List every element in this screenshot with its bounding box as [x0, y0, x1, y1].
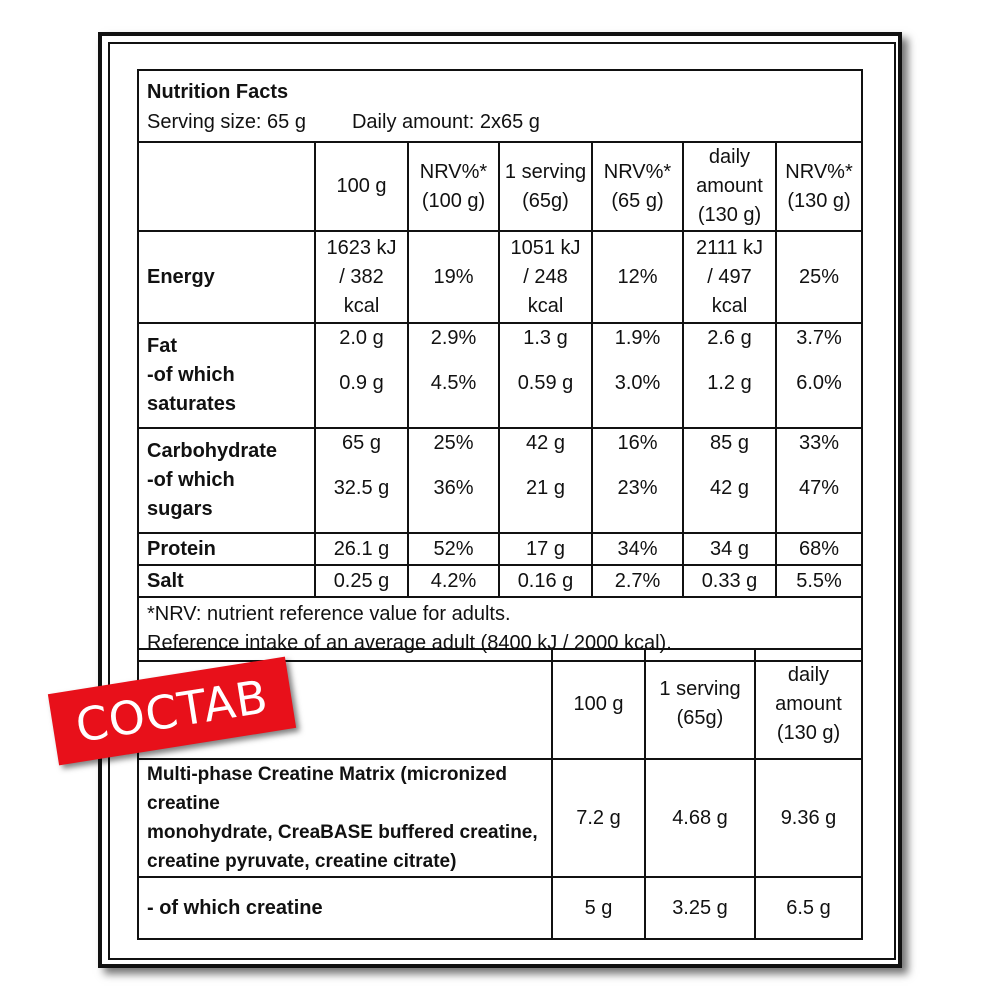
sugars-daily: 42 g: [710, 477, 749, 499]
creatine-of-which-label: - of which creatine: [138, 877, 552, 939]
creatine-of-which-100g: 5 g: [552, 877, 645, 939]
protein-nrv-serving: 34%: [592, 533, 683, 565]
coctab-stamp-text: COCTAB: [71, 669, 273, 753]
energy-label: Energy: [138, 231, 315, 323]
col-header-nrv-100g: NRV%* (100 g): [408, 142, 499, 231]
creatine-col-serving: 1 serving (65g): [645, 649, 755, 759]
col-header-daily: daily amount (130 g): [683, 142, 776, 231]
energy-daily: 2111 kJ / 497 kcal: [683, 231, 776, 323]
protein-row: [138, 533, 862, 565]
col-header-serving: 1 serving (65g): [499, 142, 592, 231]
carbohydrate-100g: 65 g: [342, 432, 381, 454]
sugars-nrv-serving: 23%: [617, 477, 658, 499]
salt-nrv-daily: 5.5%: [776, 565, 862, 597]
creatine-of-which-row: [138, 877, 862, 939]
salt-100g: 0.25 g: [315, 565, 408, 597]
energy-serving: 1051 kJ / 248 kcal: [499, 231, 592, 323]
sugars-100g: 32.5 g: [333, 477, 390, 499]
saturates-label-1: -of which: [147, 364, 235, 386]
carbohydrate-nrv-serving: 16%: [617, 432, 658, 454]
saturates-nrv-serving: 3.0%: [614, 372, 661, 394]
salt-nrv-100g: 4.2%: [408, 565, 499, 597]
fat-daily: 2.6 g: [707, 327, 752, 349]
creatine-col-100g: 100 g: [552, 649, 645, 759]
saturates-serving: 0.59 g: [517, 372, 574, 394]
protein-daily: 34 g: [683, 533, 776, 565]
protein-100g: 26.1 g: [315, 533, 408, 565]
protein-nrv-daily: 68%: [776, 533, 862, 565]
nutrition-header: [138, 70, 862, 142]
sugars-serving: 21 g: [526, 477, 565, 499]
fat-label: Fat: [147, 335, 177, 357]
saturates-label-2: saturates: [147, 393, 236, 415]
carbohydrate-nrv-100g: 25%: [433, 432, 474, 454]
fat-serving: 1.3 g: [523, 327, 568, 349]
creatine-matrix-label: Multi-phase Creatine Matrix (micronized creatine monohydrate, CreaBASE buffered creatine, creatine pyruvate, creatine citrate): [138, 759, 552, 877]
energy-nrv-serving: 12%: [592, 231, 683, 323]
protein-serving: 17 g: [499, 533, 592, 565]
creatine-of-which-daily: 6.5 g: [755, 877, 862, 939]
empty-header-cell: [138, 142, 315, 231]
fat-row: [138, 323, 862, 428]
nutrition-table: [137, 69, 863, 662]
saturates-100g: 0.9 g: [339, 372, 384, 394]
protein-label: Protein: [138, 533, 315, 565]
salt-nrv-serving: 2.7%: [592, 565, 683, 597]
protein-nrv-100g: 52%: [408, 533, 499, 565]
fat-nrv-daily: 3.7%: [796, 327, 842, 349]
energy-100g: 1623 kJ / 382 kcal: [315, 231, 408, 323]
energy-nrv-100g: 19%: [408, 231, 499, 323]
carbohydrate-serving: 42 g: [526, 432, 565, 454]
fat-nrv-100g: 2.9%: [430, 327, 477, 349]
energy-nrv-daily: 25%: [776, 231, 862, 323]
nutrition-title: Nutrition Facts: [147, 81, 289, 103]
saturates-nrv-daily: 6.0%: [796, 372, 842, 394]
saturates-daily: 1.2 g: [707, 372, 752, 394]
col-header-100g: 100 g: [315, 142, 408, 231]
creatine-matrix-serving: 4.68 g: [645, 759, 755, 877]
energy-row: [138, 231, 862, 323]
column-header-row: [138, 142, 862, 231]
reference-intake-footnote: Reference intake of an average adult (8400 kJ / 2000 kcal).: [147, 632, 672, 654]
creatine-matrix-daily: 9.36 g: [755, 759, 862, 877]
col-header-nrv-serving: NRV%* (65 g): [592, 142, 683, 231]
nrv-footnote: *NRV: nutrient reference value for adults.: [147, 603, 511, 625]
daily-amount: Daily amount: 2x65 g: [351, 111, 540, 133]
creatine-of-which-serving: 3.25 g: [645, 877, 755, 939]
sugars-label-2: sugars: [147, 498, 213, 520]
salt-label: Salt: [138, 565, 315, 597]
serving-size: Serving size: 65 g: [147, 111, 306, 133]
fat-nrv-serving: 1.9%: [614, 327, 661, 349]
creatine-matrix-100g: 7.2 g: [552, 759, 645, 877]
carbohydrate-label: Carbohydrate: [147, 440, 278, 462]
carbohydrate-row: [138, 428, 862, 533]
salt-daily: 0.33 g: [683, 565, 776, 597]
salt-serving: 0.16 g: [499, 565, 592, 597]
fat-100g: 2.0 g: [339, 327, 384, 349]
saturates-nrv-100g: 4.5%: [430, 372, 477, 394]
salt-row: [138, 565, 862, 597]
col-header-nrv-daily: NRV%* (130 g): [776, 142, 862, 231]
creatine-matrix-row: [138, 759, 862, 877]
creatine-col-daily: daily amount (130 g): [755, 649, 862, 759]
sugars-nrv-daily: 47%: [799, 477, 840, 499]
sugars-label-1: -of which: [147, 469, 235, 491]
carbohydrate-nrv-daily: 33%: [799, 432, 840, 454]
carbohydrate-daily: 85 g: [710, 432, 749, 454]
sugars-nrv-100g: 36%: [433, 477, 474, 499]
